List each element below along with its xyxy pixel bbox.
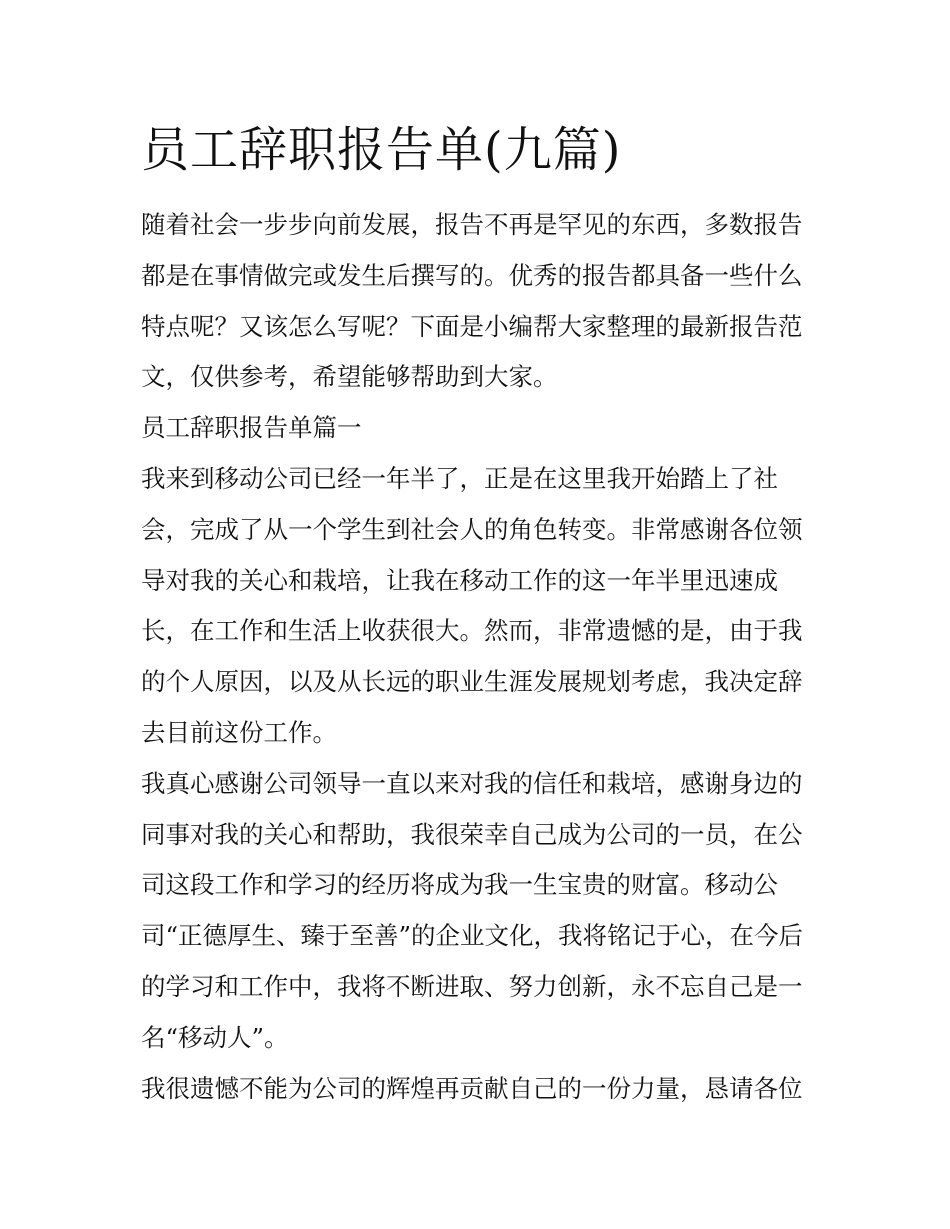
- paragraph-line: 我来到移动公司已经一年半了，正是在这里我开始踏上了社: [141, 463, 778, 493]
- paragraph-line: 我真心感谢公司领导一直以来对我的信任和栽培，感谢身边的: [141, 768, 803, 798]
- paragraph-line: 司“正德厚生、臻于至善”的企业文化，我将铭记于心，在今后: [141, 921, 804, 951]
- intro-line: 都是在事情做完或发生后撰写的。优秀的报告都具备一些什么: [141, 260, 803, 290]
- paragraph-line: 导对我的关心和栽培，让我在移动工作的这一年半里迅速成: [141, 565, 778, 595]
- intro-line: 随着社会一步步向前发展，报告不再是罕见的东西，多数报告: [141, 210, 803, 239]
- intro-line: 特点呢？又该怎么写呢？下面是小编帮大家整理的最新报告范: [141, 311, 803, 341]
- body-paragraph-2: [141, 759, 813, 1064]
- body-paragraph-3: [141, 1064, 813, 1115]
- paragraph-line: 同事对我的关心和帮助，我很荣幸自己成为公司的一员，在公: [141, 819, 803, 849]
- section-heading: 员工辞职报告单篇一: [141, 413, 362, 443]
- intro-paragraph: [141, 200, 813, 403]
- intro-line: 文，仅供参考，希望能够帮助到大家。: [141, 362, 558, 392]
- paragraph-line: 我很遗憾不能为公司的辉煌再贡献自己的一份力量，恳请各位: [141, 1073, 803, 1103]
- document-title: 员工辞职报告单(九篇): [141, 122, 622, 178]
- paragraph-line: 去目前这份工作。: [141, 717, 337, 747]
- body-paragraph-1: [141, 454, 813, 759]
- paragraph-line: 长，在工作和生活上收获很大。然而，非常遗憾的是，由于我: [141, 616, 803, 646]
- paragraph-line: 名“移动人”。: [141, 1022, 289, 1052]
- paragraph-line: 会，完成了从一个学生到社会人的角色转变。非常感谢各位领: [141, 514, 803, 544]
- paragraph-line: 司这段工作和学习的经历将成为我一生宝贵的财富。移动公: [141, 870, 778, 900]
- paragraph-line: 的学习和工作中，我将不断进取、努力创新，永不忘自己是一: [141, 971, 803, 1001]
- document-page: [141, 118, 813, 1114]
- paragraph-line: 的个人原因，以及从长远的职业生涯发展规划考虑，我决定辞: [141, 667, 803, 697]
